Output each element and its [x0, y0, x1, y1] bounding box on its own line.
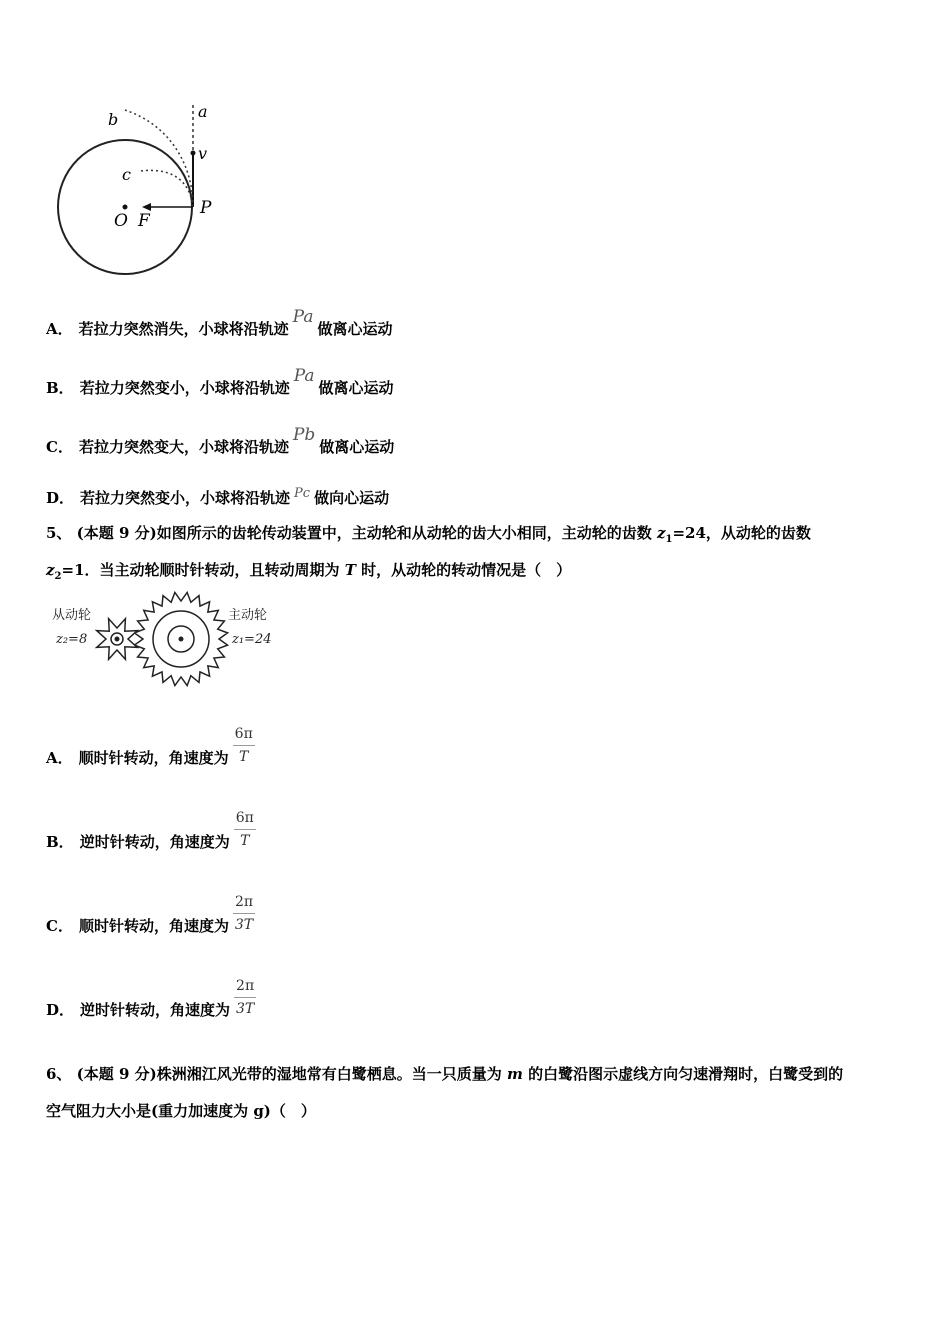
q4-option-a[interactable]	[46, 306, 393, 339]
center-dot	[123, 205, 128, 210]
driven-axle	[115, 637, 120, 642]
option-letter: A．	[46, 320, 73, 338]
fraction-denominator: 3T	[235, 1001, 255, 1017]
fraction-numerator: 6π	[233, 726, 255, 746]
q4-option-d[interactable]	[46, 487, 389, 508]
force-arrowhead	[142, 203, 151, 211]
fraction-numerator: 2π	[234, 978, 256, 998]
option-fraction	[234, 978, 256, 1017]
q6-text: 空气阻力大小是(重力加速度为 g)（ ）	[46, 1102, 316, 1120]
option-tail: 做离心运动	[317, 320, 393, 338]
driver-label: 主动轮	[228, 608, 268, 623]
label-v: v	[198, 144, 208, 163]
q6-stem-line1	[46, 1063, 843, 1084]
option-fraction	[233, 726, 255, 765]
option-text: 若拉力突然变大，小球将沿轨迹	[78, 438, 289, 456]
option-path: Pa	[293, 365, 315, 386]
option-text: 若拉力突然消失，小球将沿轨迹	[78, 320, 289, 338]
q4-option-c[interactable]	[46, 424, 395, 457]
q5-var-z: z	[656, 524, 666, 542]
velocity-dot	[191, 151, 196, 156]
driver-count: z₁=24	[232, 632, 272, 647]
label-P: P	[200, 198, 212, 218]
fraction-numerator: 2π	[233, 894, 255, 914]
option-letter: D．	[46, 1001, 75, 1019]
driven-label: 从动轮	[52, 608, 92, 623]
q5-var-T: T	[344, 561, 356, 579]
q6-var-m: m	[506, 1065, 523, 1083]
label-a: a	[198, 102, 208, 121]
option-fraction	[233, 894, 255, 933]
path-b	[125, 110, 193, 207]
q6-stem-line2	[46, 1100, 316, 1121]
q5-sub: 2	[54, 571, 62, 582]
q5-stem-line2	[46, 559, 571, 582]
option-letter: B．	[46, 833, 74, 851]
q5-var-z: z	[46, 561, 55, 579]
option-fraction	[234, 810, 256, 849]
fraction-numerator: 6π	[234, 810, 256, 830]
option-text: 逆时针转动，角速度为	[80, 1001, 231, 1019]
option-letter: A．	[46, 749, 73, 767]
label-O: O	[114, 211, 128, 231]
option-path: Pc	[294, 486, 311, 501]
option-tail: 做离心运动	[319, 438, 395, 456]
q5-text: =24，从动轮的齿数	[672, 524, 811, 542]
q5-stem-line1	[46, 522, 811, 545]
option-text: 顺时针转动，角速度为	[78, 749, 229, 767]
label-b: b	[108, 110, 119, 129]
option-letter: C．	[46, 438, 73, 456]
q5-text: 时，从动轮的转动情况是（ ）	[355, 561, 572, 579]
option-letter: C．	[46, 917, 73, 935]
option-letter: B．	[46, 379, 74, 397]
option-tail: 做离心运动	[318, 379, 394, 397]
option-letter: D．	[46, 489, 75, 507]
option-text: 若拉力突然变小，小球将沿轨迹	[80, 489, 291, 507]
q5-text: =1．当主动轮顺时针转动，且转动周期为	[61, 561, 345, 579]
q6-text: 的白鹭沿图示虚线方向匀速滑翔时，白鹭受到的	[522, 1065, 844, 1083]
driver-axle	[179, 637, 184, 642]
gear-figure	[46, 588, 286, 692]
label-F: F	[138, 211, 150, 231]
driven-count: z₂=8	[56, 632, 88, 647]
option-text: 若拉力突然变小，小球将沿轨迹	[79, 379, 290, 397]
option-text: 逆时针转动，角速度为	[79, 833, 230, 851]
q6-text: 6、 (本题 9 分)株洲湘江风光带的湿地常有白鹭栖息。当一只质量为	[46, 1065, 507, 1083]
circular-motion-figure	[50, 95, 230, 285]
fraction-denominator: T	[239, 749, 249, 765]
fraction-denominator: 3T	[234, 917, 254, 933]
q5-text: 5、 (本题 9 分)如图所示的齿轮传动装置中，主动轮和从动轮的齿大小相同，主动轮的齿数	[46, 524, 657, 542]
option-path: Pb	[292, 424, 316, 445]
fraction-denominator: T	[240, 833, 250, 849]
q4-option-b[interactable]	[46, 365, 394, 398]
option-tail: 做向心运动	[314, 489, 390, 507]
option-path: Pa	[292, 306, 314, 327]
option-text: 顺时针转动，角速度为	[78, 917, 229, 935]
label-c: c	[122, 165, 131, 184]
q5-sub: 1	[665, 534, 673, 545]
